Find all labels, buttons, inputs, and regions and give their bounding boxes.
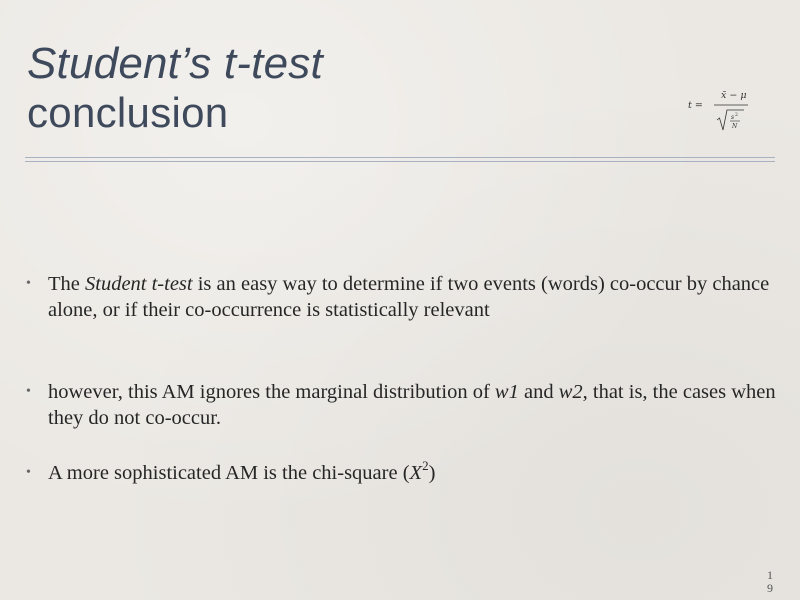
title-divider-bottom	[25, 161, 775, 162]
page-number: 19	[767, 568, 773, 595]
bullet-2-text-c: , that is, the cases when they do not co-occur.	[48, 381, 776, 429]
t-test-formula	[688, 86, 760, 136]
bullet-2-w1: w1	[494, 381, 519, 403]
formula-lhs: t =	[688, 100, 703, 111]
bullet-1-text-b: is an easy way to determine if two events (words) co-occur by chance alone, or if their co-occurrence is statistically relevant	[48, 273, 770, 321]
formula-numerator: x̄ − μ	[721, 90, 747, 101]
bullet-1-term: Student t-test	[85, 273, 193, 295]
bullet-item-1	[26, 271, 788, 323]
bullet-item-2	[26, 379, 788, 431]
bullet-marker: •	[26, 276, 31, 291]
bullet-3-text-b: )	[428, 462, 436, 484]
slide-subtitle: conclusion	[27, 89, 229, 136]
formula-denominator-exp: 2	[735, 113, 738, 118]
title-divider-top	[25, 157, 775, 158]
bullet-item-3	[26, 458, 788, 486]
bullet-2-text-b: and	[518, 381, 559, 403]
bullet-3-text-a: A more sophisticated AM is the chi-square (	[48, 462, 410, 484]
bullet-marker: •	[26, 384, 31, 399]
slide-title: Student’s t-test	[27, 39, 323, 88]
bullet-2-w2: w2	[558, 381, 583, 403]
formula-denominator-n: N	[732, 123, 738, 130]
bullet-marker: •	[26, 465, 31, 480]
bullet-3-chi-exponent: 2	[422, 458, 429, 474]
bullet-1-text-a: The	[48, 273, 85, 295]
bullet-2-text-a: however, this AM ignores the marginal distribution of	[48, 381, 495, 403]
title-block	[27, 38, 323, 136]
formula-denominator-s: s	[731, 114, 735, 121]
bullet-3-chi-symbol: X	[409, 462, 423, 484]
